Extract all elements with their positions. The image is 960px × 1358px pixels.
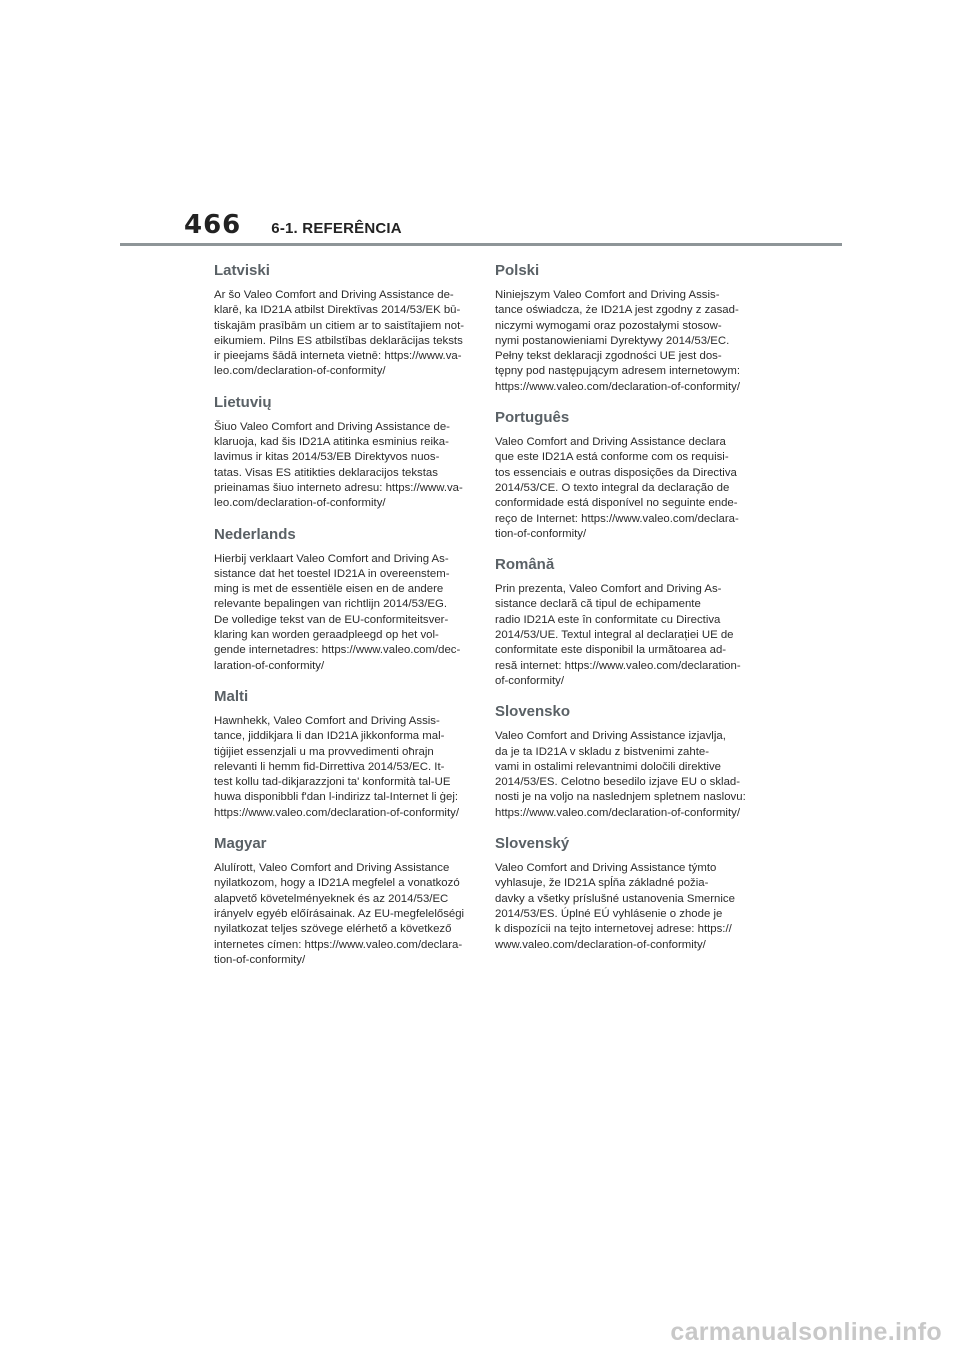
text-line: k dispozícii na tejto internetovej adrese: https:// [495, 923, 732, 936]
section-title: Magyar [214, 835, 267, 853]
section-title: Latviski [214, 262, 270, 279]
declaration-section [495, 262, 753, 395]
chapter-title: 6-1. REFERÊNCIA [271, 220, 402, 237]
text-line: www.valeo.com/declaration-of-conformity/ [495, 938, 706, 951]
text-line: tatas. Visas ES atitikties deklaracijos tekstas [214, 466, 438, 479]
text-line: De volledige tekst van de EU-conformiteitsver- [214, 613, 449, 626]
text-line: que este ID21A está conforme com os requisi- [495, 451, 729, 464]
text-line: sistance dat het toestel ID21A in overeenstem- [214, 567, 450, 580]
section-title: Slovenský [495, 835, 570, 853]
text-line: irányelv egyéb előírásainak. Az EU-megfelelőségi [214, 907, 465, 920]
section-body [214, 420, 468, 512]
header-divider [120, 243, 842, 246]
text-line: tion-of-conformity/ [214, 953, 306, 966]
text-line: 2014/53/ES. Celotno besedilo izjave EU o sklad- [495, 776, 741, 789]
text-line: leo.com/declaration-of-conformity/ [214, 497, 386, 510]
text-line: klarē, ka ID21A atbilst Direktīvas 2014/53/EK bū- [214, 304, 461, 317]
section-body [495, 435, 753, 542]
text-line: vami in ostalimi relevantnimi določili direktive [495, 760, 721, 773]
text-line: ming is met de essentiële eisen en de andere [214, 583, 444, 596]
text-line: prieinamas šiuo interneto adresu: https://www.va- [214, 481, 463, 494]
text-line: sistance declară că tipul de echipamente [495, 598, 701, 611]
text-line: davky a všetky príslušné ustanovenia Smernice [495, 892, 735, 905]
text-line: https://www.valeo.com/declaration-of-conformity/ [495, 380, 740, 393]
text-line: conformidade está disponível no seguinte ende- [495, 497, 738, 510]
section-body [214, 288, 468, 380]
watermark: carmanualsonline.info [670, 1318, 942, 1346]
text-line: nymi postanowieniami Dyrektywy 2014/53/EC. [495, 334, 730, 347]
declaration-section [214, 688, 468, 821]
section-title: Slovensko [495, 703, 571, 721]
text-line: vyhlasuje, že ID21A spĺňa základné požia- [495, 877, 709, 890]
text-line: tos essenciais e outras disposições da Directiva [495, 466, 737, 479]
text-line: of-conformity/ [495, 674, 564, 687]
declaration-section [495, 703, 753, 821]
section-title: Română [495, 556, 555, 574]
text-line: conformitate este disponibil la următoarea ad- [495, 644, 727, 657]
section-title: Lietuvių [214, 393, 272, 411]
text-line: 2014/53/CE. O texto integral da declaração de [495, 481, 730, 494]
section-body [214, 552, 468, 674]
text-line: niczymi wymogami oraz pozostałymi stosow- [495, 319, 722, 332]
text-line: internetes címen: https://www.valeo.com/declara- [214, 938, 463, 951]
text-line: Valeo Comfort and Driving Assistance týmto [495, 862, 717, 875]
text-line: test kollu tad-dikjarazzjoni ta' konformità tal-UE [214, 776, 451, 789]
left-column [214, 262, 468, 982]
text-line: tance oświadcza, że ID21A jest zgodny z zasad- [495, 304, 739, 317]
text-line: Hierbij verklaart Valeo Comfort and Driving As- [214, 552, 449, 565]
text-line: nosti je na voljo na naslednjem spletnem naslovu: [495, 791, 746, 804]
text-line: Hawnhekk, Valeo Comfort and Driving Assis- [214, 714, 440, 727]
text-line: alapvető követelményeknek és az 2014/53/EC [214, 892, 449, 905]
page-header [184, 210, 402, 240]
section-body [495, 582, 753, 689]
right-column [495, 262, 753, 967]
text-line: Valeo Comfort and Driving Assistance declara [495, 436, 726, 449]
text-line: leo.com/declaration-of-conformity/ [214, 365, 386, 378]
text-line: relevante bepalingen van richtlijn 2014/53/EG. [214, 598, 448, 611]
text-line: klaruoja, kad šis ID21A atitinka esminius reika- [214, 436, 449, 449]
text-line: Alulírott, Valeo Comfort and Driving Assistance [214, 862, 450, 875]
declaration-section [495, 409, 753, 542]
text-line: Ar šo Valeo Comfort and Driving Assistance de- [214, 289, 454, 301]
text-line: gende internetadres: https://www.valeo.com/dec- [214, 644, 461, 657]
section-title: Polski [495, 262, 540, 279]
text-line: https://www.valeo.com/declaration-of-conformity/ [214, 806, 459, 819]
text-line: tiskajām prasībām un citiem ar to saistītajiem not- [214, 319, 465, 332]
text-line: resă internet: https://www.valeo.com/declaration- [495, 659, 741, 672]
section-title: Malti [214, 687, 249, 705]
declaration-section [495, 556, 753, 689]
text-line: tance, jiddikjara li dan ID21A jikkonforma mal- [214, 730, 445, 743]
text-line: tion-of-conformity/ [495, 527, 587, 540]
text-line: reço de Internet: https://www.valeo.com/declara- [495, 512, 739, 525]
text-line: Šiuo Valeo Comfort and Driving Assistance de- [214, 420, 450, 433]
text-line: laration-of-conformity/ [214, 659, 325, 672]
text-line: eikumiem. Pilns ES atbilstības deklarācijas teksts [214, 334, 463, 347]
text-line: https://www.valeo.com/declaration-of-conformity/ [495, 806, 740, 819]
text-line: tępny pod następującym adresem internetowym: [495, 365, 741, 378]
section-body [214, 861, 468, 968]
page-number: 466 [184, 210, 242, 240]
declaration-section [214, 835, 468, 968]
declaration-section [214, 526, 468, 674]
section-body [495, 288, 753, 395]
text-line: nyilatkozom, hogy a ID21A megfelel a vonatkozó [214, 877, 460, 890]
section-body [495, 729, 753, 821]
section-title: Português [495, 409, 570, 427]
declaration-section [495, 835, 753, 953]
section-title: Nederlands [214, 525, 296, 543]
text-line: relevanti li hemm fid-Dirrettiva 2014/53/EC. It- [214, 760, 445, 773]
section-body [495, 861, 753, 953]
text-line: huwa disponibbli f'dan l-indirizz tal-Internet li ġej: [214, 791, 459, 804]
text-line: Valeo Comfort and Driving Assistance izjavlja, [495, 730, 726, 743]
text-line: lavimus ir kitas 2014/53/EB Direktyvos nuos- [214, 451, 440, 464]
text-line: Pełny tekst deklaracji zgodności UE jest dos- [495, 350, 722, 363]
text-line: ir pieejams šādā interneta vietnē: https://www.va- [214, 350, 462, 363]
text-line: Niniejszym Valeo Comfort and Driving Assis- [495, 289, 720, 301]
text-line: 2014/53/UE. Textul integral al declarației UE de [495, 629, 734, 642]
declaration-section [214, 394, 468, 512]
text-line: 2014/53/ES. Úplné EÚ vyhlásenie o zhode je [495, 907, 723, 920]
text-line: radio ID21A este în conformitate cu Directiva [495, 613, 721, 626]
text-line: da je ta ID21A v skladu z bistvenimi zahte- [495, 745, 709, 758]
section-body [214, 714, 468, 821]
text-line: nyilatkozat teljes szövege elérhető a következő [214, 923, 452, 936]
text-line: klaring kan worden geraadpleegd op het vol- [214, 629, 439, 642]
text-line: tiġijiet essenzjali u ma provvedimenti oħrajn [214, 745, 434, 758]
text-line: Prin prezenta, Valeo Comfort and Driving As- [495, 583, 722, 596]
declaration-section [214, 262, 468, 380]
